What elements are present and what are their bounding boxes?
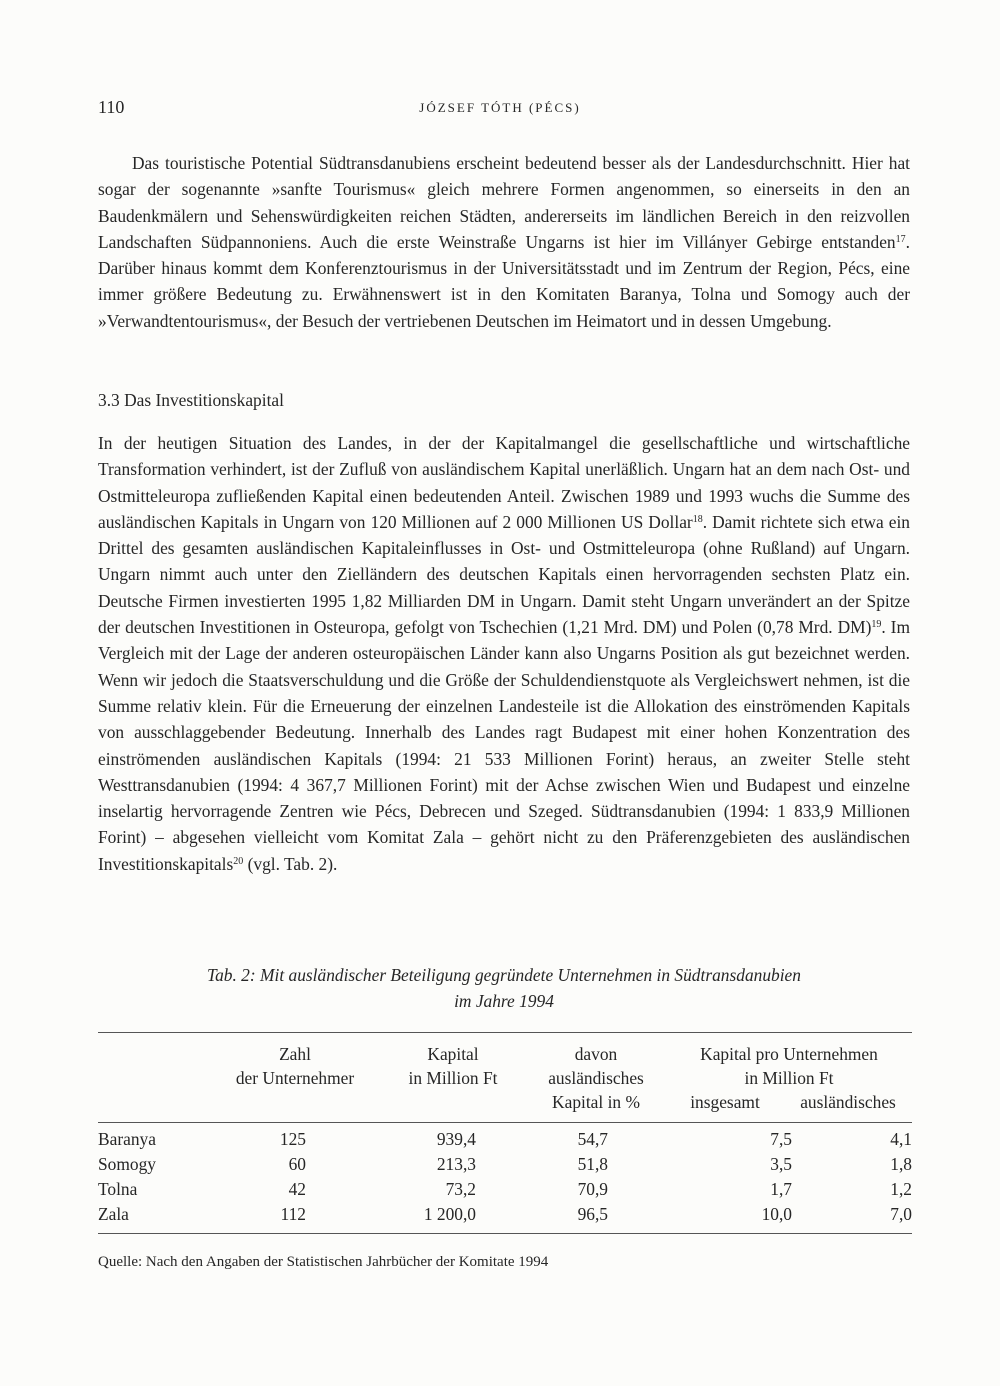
header-line: Kapital pro Unternehmen: [700, 1044, 878, 1064]
spacer: [792, 1202, 820, 1227]
cell-anteil: 51,8: [577, 1154, 608, 1174]
cell-anteil: 54,7: [577, 1129, 608, 1149]
table-source-note: Quelle: Nach den Angaben der Statistischen Jahrbücher der Komitate 1994: [98, 1254, 549, 1270]
cell-region: Tolna: [98, 1179, 138, 1199]
paragraph-tourism: [98, 150, 910, 334]
header-line: in Million Ft: [744, 1068, 834, 1088]
cell-kapital: 73,2: [445, 1179, 476, 1199]
cell-insgesamt: 3,5: [770, 1154, 792, 1174]
table-row: [98, 1127, 912, 1152]
table-header: [98, 1042, 912, 1114]
cell-kapital: 1 200,0: [423, 1204, 476, 1224]
table-mid-rule: [98, 1122, 912, 1123]
footnote-ref: 19: [871, 619, 882, 631]
cell-anteil: 96,5: [577, 1204, 608, 1224]
spacer: [608, 1177, 666, 1202]
spacer: [306, 1202, 380, 1227]
paragraph-text: (vgl. Tab. 2).: [243, 853, 338, 874]
paragraph-investment: [98, 430, 910, 877]
cell-region: Zala: [98, 1204, 129, 1224]
spacer: [476, 1127, 526, 1152]
table-row: [98, 1202, 912, 1227]
page-number: 110: [98, 97, 125, 117]
spacer: [608, 1152, 666, 1177]
cell-insgesamt: 10,0: [761, 1204, 792, 1224]
cell-auslaendisch: 7,0: [890, 1204, 912, 1224]
paragraph-text: . Damit richtete sich etwa ein Drittel des gesamten ausländischen Kapitaleinflusses in Ost- und Ostmitteleuropa (ohne Rußland) auf Ungarn. Ungarn nimmt auch unter den Zielländern des deutschen Kapitals einen hervorragenden sechsten Platz ein. Deutsche Firmen investierten 1995 1,82 Milliarden DM in Ungarn. Damit steht Ungarn unverändert an der Spitze der deutschen Investitionen in Osteuropa, gefolgt von Tschechien (1,21 Mrd. DM) und Polen (0,78 Mrd. DM): [98, 511, 910, 638]
header-group: [666, 1042, 912, 1090]
cell-zahl: 112: [280, 1204, 306, 1224]
caption-line: Tab. 2: Mit ausländischer Beteiligung gegründete Unternehmen in Südtransdanubien: [207, 965, 801, 985]
spacer: [476, 1152, 526, 1177]
cell-auslaendisch: 4,1: [890, 1129, 912, 1149]
cell-kapital: 213,3: [436, 1154, 476, 1174]
cell-zahl: 60: [288, 1154, 306, 1174]
spacer: [608, 1127, 666, 1152]
spacer: [792, 1152, 820, 1177]
footnote-ref: 17: [895, 233, 906, 245]
spacer: [306, 1177, 380, 1202]
footnote-ref: 20: [233, 855, 244, 867]
cell-auslaendisch: 1,8: [890, 1154, 912, 1174]
data-table: [98, 1032, 912, 1234]
running-head: JÓZSEF TÓTH (PÉCS): [419, 100, 581, 115]
cell-auslaendisch: 1,2: [890, 1179, 912, 1199]
table-row: [98, 1177, 912, 1202]
header-line: Kapital in %: [552, 1092, 640, 1112]
spacer: [306, 1152, 380, 1177]
cell-zahl: 125: [279, 1129, 306, 1149]
spacer: [792, 1177, 820, 1202]
spacer: [792, 1127, 820, 1152]
cell-kapital: 939,4: [436, 1129, 476, 1149]
table-caption: [98, 962, 910, 1014]
paragraph-text: . Im Vergleich mit der Lage der anderen osteuropäischen Länder kann also Ungarns Position als gut bezeichnet werden. Wenn wir jedoch die Staatsverschuldung und die Größe der Schuldendienstquote als Vergleichswert nehmen, ist die Summe relativ klein. Für die Erneuerung der einzelnen Landesteile ist die Allokation des einströmenden Kapitals von ausschlaggebender Bedeutung. Innerhalb des Landes ragt Budapest mit einer hohen Konzentration des einströmenden ausländischen Kapitals (1994: 21 533 Millionen Forint) heraus, an zweiter Stelle steht Westtransdanubien (1994: 4 367,7 Millionen Forint) mit der Achse zwischen Wien und Budapest und einzelne inselartig hervorragende Zentren wie Pécs, Debrecen und Szeged. Südtransdanubien (1994: 1 833,9 Millionen Forint) – abgesehen vielleicht vom Komitat Zala – gehört nicht zu den Präferenzgebieten des ausländischen Investitionskapitals: [98, 617, 910, 874]
footnote-ref: 18: [692, 513, 703, 525]
cell-region: Baranya: [98, 1129, 156, 1149]
header-line: Kapital: [427, 1044, 479, 1064]
paragraph-text: In der heutigen Situation des Landes, in der der Kapitalmangel die gesellschaftliche und wirtschaftliche Transformation verhindert, ist der Zufluß von ausländischem Kapital unerläßlich. Ungarn hat an dem nach Ost- und Ostmitteleuropa zufließenden Kapital einen bedeutenden Anteil. Zwischen 1989 und 1993 wuchs die Summe des ausländischen Kapitals in Ungarn von 120 Millionen auf 2 000 Millionen US Dollar: [98, 433, 910, 532]
header-kapital: [380, 1042, 526, 1114]
header-line: in Million Ft: [408, 1068, 498, 1088]
header-line: davon: [574, 1044, 618, 1064]
caption-line: im Jahre 1994: [454, 991, 554, 1011]
cell-anteil: 70,9: [577, 1179, 608, 1199]
header-line: der Unternehmer: [235, 1068, 355, 1088]
spacer: [306, 1127, 380, 1152]
spacer: [608, 1202, 666, 1227]
paragraph-text: . Darüber hinaus kommt dem Konferenztourismus in der Universitätsstadt und im Zentrum der Region, Pécs, eine immer größere Bedeutung zu. Erwähnenswert ist in den Komitaten Baranya, Tolna und Somogy auch der »Verwandtentourismus«, der Besuch der vertriebenen Deutschen im Heimatort und in dessen Umgebung.: [98, 231, 910, 331]
table-top-rule: [98, 1032, 912, 1033]
header-insgesamt: insgesamt: [690, 1092, 760, 1112]
header-zahl: [210, 1042, 380, 1114]
header-line: ausländisches: [548, 1068, 644, 1088]
header-anteil: [526, 1042, 666, 1114]
header-line: Zahl: [279, 1044, 311, 1064]
cell-zahl: 42: [288, 1179, 306, 1199]
header-auslaendisch: ausländisches: [800, 1092, 896, 1112]
table-row: [98, 1152, 912, 1177]
paragraph-text: Das touristische Potential Südtransdanubiens erscheint bedeutend besser als der Landesdurchschnitt. Hier hat sogar der sogenannte »sanfte Tourismus« gleich mehrere Formen angenommen, so einerseits in den an Baudenkmälern und Sehenswürdigkeiten reichen Städten, andererseits im ländlichen Bereich in den reizvollen Landschaften Südpannoniens. Auch die erste Weinstraße Ungarns ist hier im Villányer Gebirge entstanden: [98, 153, 910, 252]
cell-insgesamt: 7,5: [770, 1129, 792, 1149]
table-bottom-rule: [98, 1233, 912, 1234]
section-heading: 3.3 Das Investitionskapital: [98, 390, 284, 410]
spacer: [476, 1202, 526, 1227]
header-empty: [98, 1042, 210, 1114]
table-body: [98, 1127, 912, 1227]
spacer: [476, 1177, 526, 1202]
cell-insgesamt: 1,7: [770, 1179, 792, 1199]
cell-region: Somogy: [98, 1154, 156, 1174]
page-header: [98, 97, 902, 121]
